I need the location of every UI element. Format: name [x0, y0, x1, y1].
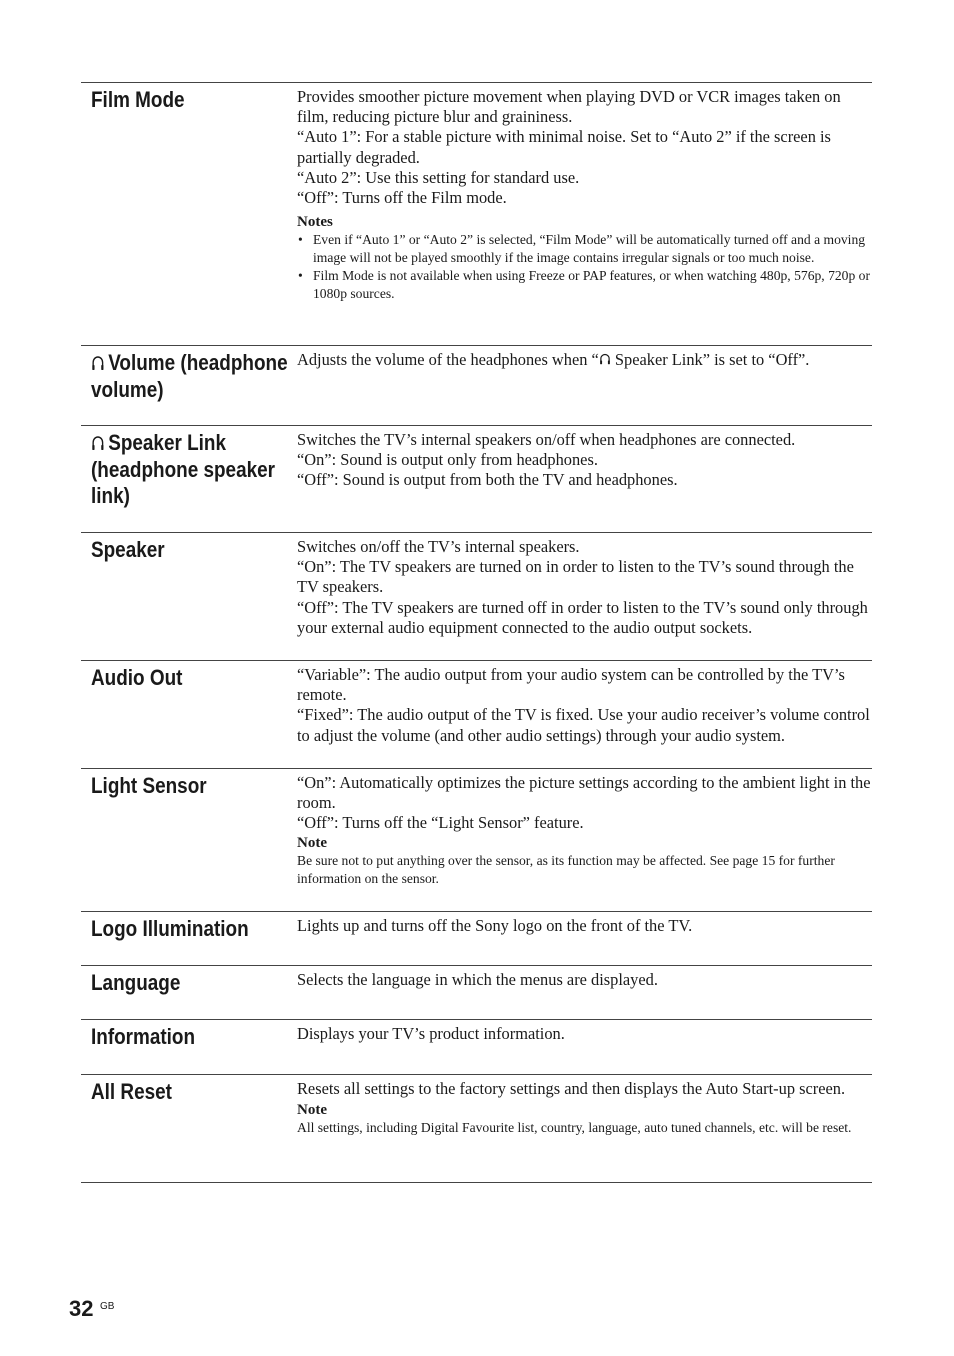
note-text: Be sure not to put anything over the sensor, as its function may be affected. See page 15 for further information on the sensor. [297, 852, 835, 886]
notes-heading: Notes [297, 214, 333, 231]
desc-line: “On”: The TV speakers are turned on in order to listen to the TV’s sound through the TV speakers. [297, 557, 854, 597]
term-all-reset: All Reset [91, 1079, 172, 1104]
settings-table [81, 82, 872, 1183]
desc-line: “Variable”: The audio output from your audio system can be controlled by the TV’s remote. [297, 665, 845, 705]
desc-line: “Off”: Turns off the “Light Sensor” feature. [297, 813, 584, 833]
term-headphone-volume [91, 350, 289, 403]
table-row [81, 912, 872, 966]
note-item [297, 267, 875, 303]
description [297, 87, 875, 303]
description [297, 1079, 875, 1137]
note-text: Even if “Auto 1” or “Auto 2” is selected, “Film Mode” will be automatically turned off and a moving image will not be played smoothly if the image contains irregular signals or too much noise. [313, 232, 866, 266]
bullet-icon: • [298, 268, 303, 284]
table-row [81, 346, 872, 426]
term-film-mode: Film Mode [91, 87, 185, 112]
description [297, 350, 875, 370]
page-number: 32 [69, 1296, 94, 1321]
desc-line: “On”: Sound is output only from headphones. [297, 450, 598, 470]
desc-line: “Auto 1”: For a stable picture with minimal noise. Set to “Auto 2” if the screen is partially degraded. [297, 127, 831, 167]
table-row [81, 661, 872, 769]
table-row [81, 966, 872, 1020]
notes-list [297, 231, 875, 303]
desc-line: “Off”: Sound is output from both the TV and headphones. [297, 470, 678, 490]
term-speaker: Speaker [91, 537, 165, 562]
desc-line: Lights up and turns off the Sony logo on the front of the TV. [297, 916, 693, 935]
term-language: Language [91, 970, 181, 995]
desc-line: Displays your TV’s product information. [297, 1024, 565, 1043]
term-light-sensor: Light Sensor [91, 773, 207, 798]
description [297, 916, 875, 936]
term-headphone-speaker-link [91, 430, 289, 510]
desc-line: “Off”: The TV speakers are turned off in order to listen to the TV’s sound only through your external audio equipment connected to the audio output sockets. [297, 597, 868, 637]
headphones-icon [91, 354, 105, 372]
table-row [81, 83, 872, 346]
desc-line: “Fixed”: The audio output of the TV is fixed. Use your audio receiver’s volume control to adjust the volume (and other audio settings) through your audio system. [297, 705, 870, 745]
headphones-icon [91, 434, 105, 452]
headphones-icon [599, 352, 611, 366]
note-item [297, 231, 875, 267]
table-row [81, 1020, 872, 1075]
note-heading: Note [297, 834, 327, 851]
table-row [81, 1075, 872, 1183]
description [297, 970, 875, 990]
note-heading: Note [297, 1102, 327, 1119]
desc-line: Switches on/off the TV’s internal speakers. [297, 537, 580, 556]
description [297, 537, 875, 638]
table-row [81, 533, 872, 661]
table-row [81, 426, 872, 533]
term-information: Information [91, 1024, 196, 1049]
description [297, 665, 875, 746]
term-label: Speaker Link (headphone speaker link) [91, 430, 275, 508]
page-region-code: GB [100, 1301, 115, 1312]
desc-line: “Off”: Turns off the Film mode. [297, 188, 507, 208]
note-text: All settings, including Digital Favourite list, country, language, auto tuned channels, etc. will be reset. [297, 1120, 852, 1136]
desc-text: Speaker Link” is set to “Off”. [610, 350, 810, 369]
desc-line [297, 350, 875, 370]
desc-line: Selects the language in which the menus are displayed. [297, 970, 658, 989]
description [297, 430, 875, 491]
term-audio-out: Audio Out [91, 665, 183, 690]
desc-line: Resets all settings to the factory settings and then displays the Auto Start-up screen. [297, 1079, 846, 1098]
desc-line: “Auto 2”: Use this setting for standard use. [297, 167, 580, 187]
desc-line: “On”: Automatically optimizes the picture settings according to the ambient light in the room. [297, 773, 871, 813]
bullet-icon: • [298, 232, 303, 248]
desc-line: Switches the TV’s internal speakers on/off when headphones are connected. [297, 430, 796, 449]
description [297, 1024, 875, 1044]
desc-text: Adjusts the volume of the headphones when “ [297, 350, 599, 369]
term-label: Volume (headphone volume) [91, 350, 288, 402]
note-text: Film Mode is not available when using Freeze or PAP features, or when watching 480p, 576p, 720p or 1080p sources. [313, 268, 870, 302]
table-row [81, 769, 872, 912]
description [297, 773, 875, 888]
term-logo-illumination: Logo Illumination [91, 916, 249, 941]
desc-line: Provides smoother picture movement when playing DVD or VCR images taken on film, reducing picture blur and graininess. [297, 87, 841, 127]
